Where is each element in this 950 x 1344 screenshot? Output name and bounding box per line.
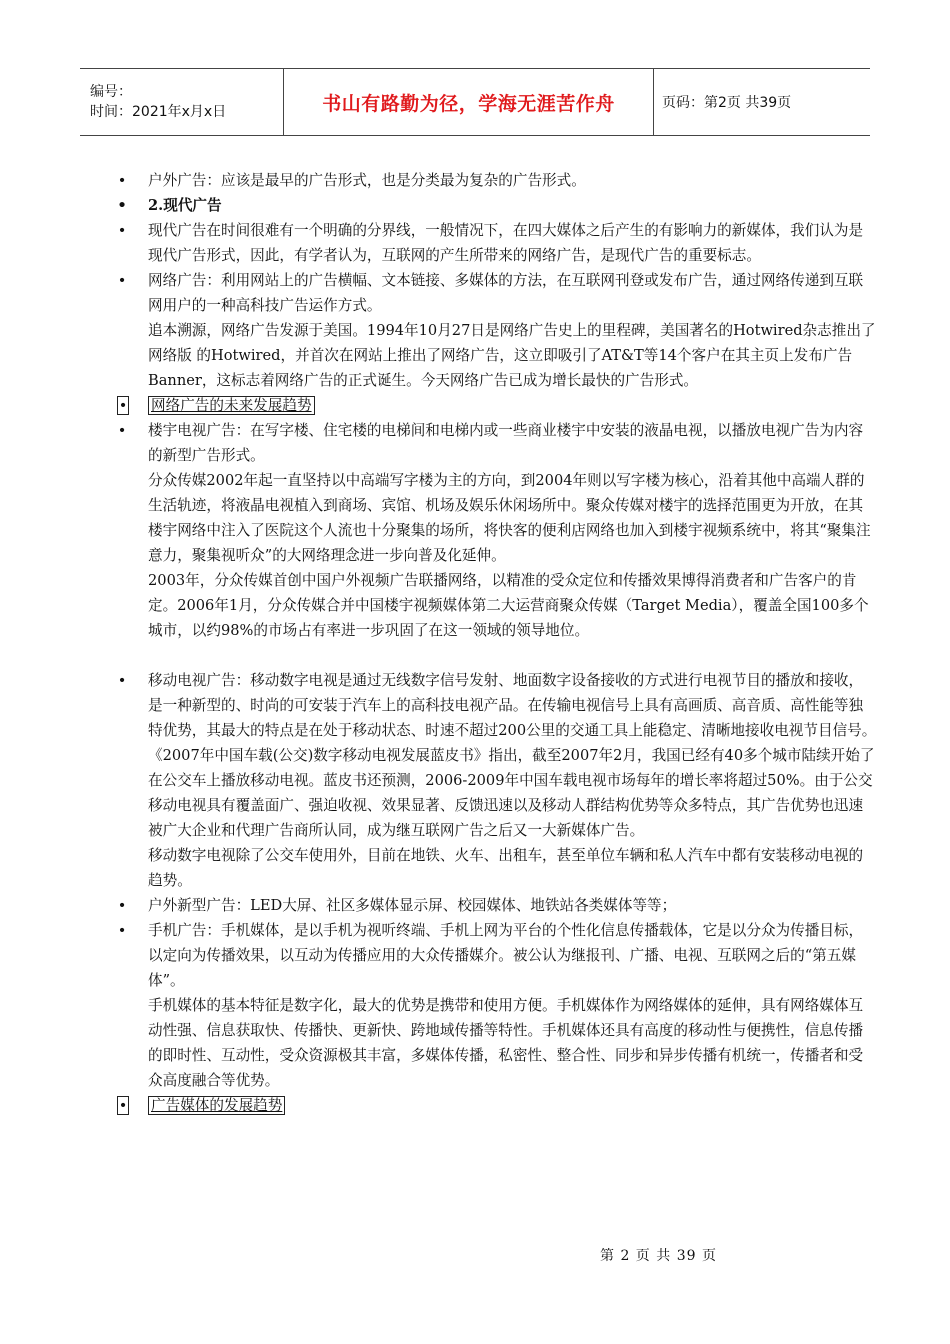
header-page-info: 页码：第2页 共39页 [662,95,792,111]
header-meta [80,69,284,135]
bullet-icon: • [118,1097,128,1114]
list-item [117,893,877,918]
list-item [117,268,877,393]
spacer [117,643,877,668]
paragraph-mobile-media-features: 手机媒体的基本特征是数字化，最大的优势是携带和使用方便。手机媒体作为网络媒体的延伸，具有网络媒体互动性强、信息获取快、传播快、更新快、跨地域传播等特性。手机媒体还具有高度的移动性与便携性，信息传播的即时性、互动性，受众资源极其丰富，多媒体传播，私密性、整合性、同步和异步传播有机统一，传播者和受众高度融合等优势。 [148,997,864,1089]
paragraph-mobile-tv-bluebook: 《2007年中国车载(公交)数字移动电视发展蓝皮书》指出，截至2007年2月，我国已经有40多个城市陆续开始了在公交车上播放移动电视。蓝皮书还预测，2006-2009年中国车载电视市场每年的增长率将超过50%。由于公交移动电视具有覆盖面广、强迫收视、效果显著、反馈迅速以及移动人群结构优势等众多特点，其广告优势也迅速被广大企业和代理广告商所认同，成为继互联网广告之后又一大新媒体广告。 [148,747,875,839]
list-item [117,668,877,893]
bullet-icon: • [117,172,127,189]
paragraph-mobile-tv-trend: 移动数字电视除了公交车使用外，目前在地铁、火车、出租车，甚至单位车辆和私人汽车中都有安装移动电视的趋势。 [148,847,864,889]
page-footer: 第 2 页 共 39 页 [600,1248,717,1264]
document-body [117,168,877,1118]
doc-date-label: 时间：2021年x月x日 [90,104,227,120]
section-heading-modern-ads: 2.现代广告 [148,197,222,214]
bullet-icon: • [117,922,127,939]
paragraph-outdoor-new-ads: 户外新型广告：LED大屏、社区多媒体显示屏、校园媒体、地铁站各类媒体等等； [148,897,677,914]
bullet-icon: • [117,272,127,289]
paragraph-network-ads: 网络广告：利用网站上的广告横幅、文本链接、多媒体的方法，在互联网刊登或发布广告，通过网络传递到互联网用户的一种高科技广告运作方式。 [148,272,864,314]
header-page-info-cell [654,69,870,135]
bullet-icon: • [117,197,127,214]
list-item [117,393,877,418]
paragraph-focus-media: 分众传媒2002年起一直坚持以中高端写字楼为主的方向，到2004年则以写字楼为核心，沿着其他中高端人群的生活轨迹，将液晶电视植入到商场、宾馆、机场及娱乐休闲场所中。聚众传媒对楼宇的选择范围更为开放，在其楼宇网络中注入了医院这个人流也十分聚集的场所，将快客的便利店网络也加入到楼宇视频系统中，将其“聚集注意力，聚集视听众”的大网络理念进一步向普及化延伸。 [148,472,871,564]
paragraph-mobile-tv-ads: 移动电视广告：移动数字电视是通过无线数字信号发射、地面数字设备接收的方式进行电视节目的播放和接收，是一种新型的、时尚的可安装于汽车上的高科技电视产品。在传输电视信号上具有高画质、高音质、高性能等独特优势，其最大的特点是在处于移动状态、时速不超过200公里的交通工具上能稳定、清晰地接收电视节目信号。 [148,672,877,739]
list-item [117,418,877,643]
paragraph-outdoor-ads: 户外广告：应该是最早的广告形式，也是分类最为复杂的广告形式。 [148,172,586,189]
list-item [117,918,877,1093]
header-motto-cell [284,69,654,135]
bullet-icon: • [117,222,127,239]
paragraph-building-tv-ads: 楼宇电视广告：在写字楼、住宅楼的电梯间和电梯内或一些商业楼宇中安装的液晶电视，以播放电视广告为内容的新型广告形式。 [148,422,864,464]
paragraph-focus-media-2003: 2003年，分众传媒首创中国户外视频广告联播网络，以精准的受众定位和传播效果博得消费者和广告客户的肯定。2006年1月，分众传媒合并中国楼宇视频媒体第二大运营商聚众传媒（Target Media），覆盖全国100多个城市，以约98%的市场占有率进一步巩固了在这一领域的领导地位。 [148,572,869,639]
link-ad-media-trend[interactable]: 广告媒体的发展趋势 [148,1096,285,1115]
bullet-icon: • [117,897,127,914]
list-item [117,218,877,268]
paragraph-modern-ads: 现代广告在时间很难有一个明确的分界线，一般情况下，在四大媒体之后产生的有影响力的新媒体，我们认为是现代广告形式，因此，有学者认为，互联网的产生所带来的网络广告，是现代广告的重要标志。 [148,222,864,264]
link-network-ads-trend[interactable]: 网络广告的未来发展趋势 [148,396,315,415]
paragraph-mobile-phone-ads: 手机广告：手机媒体，是以手机为视听终端、手机上网为平台的个性化信息传播载体，它是以分众为传播目标，以定向为传播效果，以互动为传播应用的大众传播媒介。被公认为继报刊、广播、电视、互联网之后的“第五媒体”。 [148,922,864,989]
bullet-icon: • [117,672,127,689]
bullet-icon: • [117,422,127,439]
header-motto: 书山有路勤为径，学海无涯苦作舟 [322,92,615,115]
list-item [117,1093,877,1118]
bullet-icon: • [118,397,128,414]
list-item [117,168,877,193]
page-header [80,68,870,136]
paragraph-network-ads-history: 追本溯源，网络广告发源于美国。1994年10月27日是网络广告史上的里程碑，美国著名的Hotwired杂志推出了网络版 的Hotwired，并首次在网站上推出了网络广告，这立即吸引了AT&T等14个客户在其主页上发布广告Banner，这标志着网络广告的正式诞生。今天网络广告已成为增长最快的广告形式。 [148,322,876,389]
doc-number-label: 编号： [90,84,132,100]
list-item [117,193,877,218]
